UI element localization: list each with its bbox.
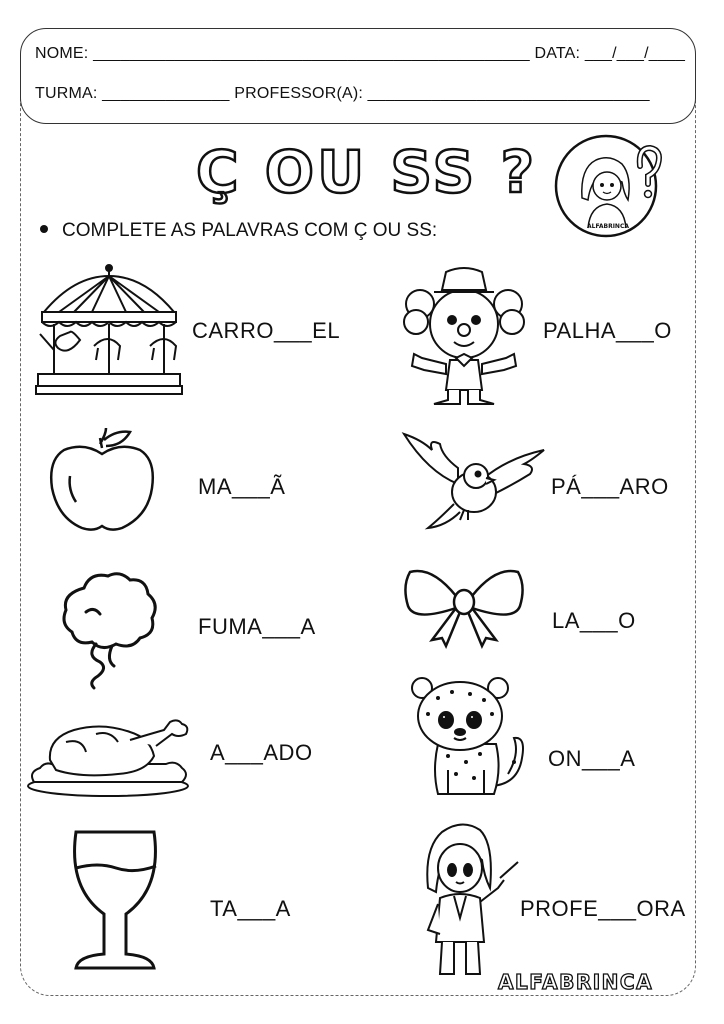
- bow-picture: [402, 566, 526, 650]
- roast-chicken-picture: [26, 712, 192, 798]
- jaguar-icon: [408, 674, 532, 802]
- teacher-icon: [418, 818, 522, 982]
- word-taca: TA___A: [210, 896, 291, 921]
- word-maca: MA___Ã: [198, 474, 286, 499]
- emblem-label: ALFABRINCA: [586, 223, 630, 230]
- word-professora: PROFE___ORA: [520, 896, 686, 921]
- carousel-icon: [34, 262, 184, 402]
- bird-picture: [398, 428, 546, 536]
- word-palhaco: PALHA___O: [543, 318, 672, 343]
- word-fumaca: FUMA___A: [198, 614, 316, 639]
- bow-icon: [402, 566, 526, 650]
- header-box: [20, 28, 696, 124]
- clown-icon: [402, 262, 526, 408]
- teacher-picture: [418, 818, 522, 982]
- wine-glass-icon: [70, 828, 160, 976]
- word-onca: ON___A: [548, 746, 636, 771]
- word-assado: A___ADO: [210, 740, 313, 765]
- emblem-icon: [552, 128, 668, 244]
- wine-glass-picture: [70, 828, 160, 976]
- carousel-picture: [34, 262, 184, 402]
- apple-picture: [44, 426, 160, 534]
- bird-icon: [398, 428, 546, 536]
- jaguar-picture: [408, 674, 532, 802]
- apple-icon: [44, 426, 160, 534]
- clown-picture: [402, 262, 526, 408]
- word-passaro: PÁ___ARO: [551, 474, 669, 499]
- girl-question-emblem: [552, 128, 668, 244]
- smoke-picture: [56, 568, 160, 690]
- roast-chicken-icon: [26, 712, 192, 798]
- name-date-line: NOME: ________________________________________________ DATA: ___/___/____: [35, 45, 686, 62]
- bullet-icon: [40, 225, 48, 233]
- word-carrossel: CARRO___EL: [192, 318, 341, 343]
- word-laco: LA___O: [552, 608, 636, 633]
- instruction-text: [40, 220, 437, 242]
- class-teacher-line: TURMA: ______________ PROFESSOR(A): _______________________________: [35, 85, 650, 102]
- instruction-label: COMPLETE AS PALAVRAS COM Ç OU SS:: [62, 220, 438, 241]
- footer-brand-logo: ALFABRINCA: [498, 970, 654, 994]
- smoke-icon: [56, 568, 160, 690]
- page-title: Ç OU SS ?: [196, 138, 538, 206]
